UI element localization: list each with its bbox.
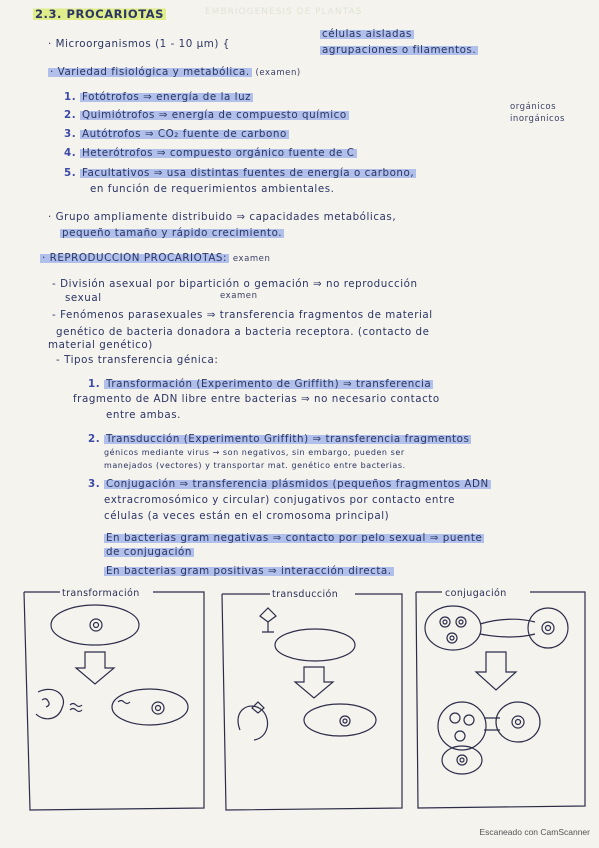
line-grupo-cont: pequeño tamaño y rápido crecimiento. [62,227,283,239]
item-quimiotrofos: 2. Quimiótrofos ⇒ energía de compuesto químico [64,109,347,121]
item-conjugacion-cont2: células (a veces están en el cromosoma principal) [104,510,390,522]
line-gram-negativas-cont: de conjugación [106,546,192,558]
faded-header: EMBRIOGENESIS DE PLANTAS [205,7,363,17]
line-gram-negativas: En bacterias gram negativas ⇒ contacto por pelo sexual ⇒ puente [106,532,483,544]
line-grupo: · Grupo ampliamente distribuido ⇒ capacidades metabólicas, [48,211,397,223]
item-transduccion-cont2: manejados (vectores) y transportar mat. genético entre bacterias. [104,461,406,470]
panel-conjugacion [416,588,585,808]
item-transduccion-cont: génicos mediante virus → son negativos, sin embargo, pueden ser [104,448,405,457]
transfer-diagrams [0,580,599,815]
page-title: 2.3. PROCARIOTAS [35,8,164,20]
item-transformacion-cont: fragmento de ADN libre entre bacterias ⇒ no necesario contacto [73,393,440,405]
item-fototrofos: 1. Fotótrofos ⇒ energía de la luz [64,91,252,103]
line-variedad: · Variedad fisiológica y metabólica. (examen) [50,66,301,78]
item-transduccion: 2. Transducción (Experimento Griffith) ⇒ transferencia fragmentos [88,433,470,445]
label-transformacion: transformación [62,588,140,599]
line-celulas-aisladas: células aisladas [322,28,412,40]
item-transformacion: 1. Transformación (Experimento de Griffith) ⇒ transferencia [88,378,432,390]
note-inorganicos: inorgánicos [510,114,565,124]
panel-transduccion [222,589,402,810]
line-agrupaciones: agrupaciones o filamentos. [322,44,477,56]
label-conjugacion: conjugación [445,588,507,599]
panel-transformacion [24,588,204,810]
line-tipos: - Tipos transferencia génica: [56,354,219,366]
note-organicos: orgánicos [510,102,557,112]
heading-reproduccion: · REPRODUCCIÓN PROCARIOTAS: examen [42,252,271,264]
line-gram-positivas: En bacterias gram positivas ⇒ interacción directa. [106,565,392,577]
scanner-watermark: Escaneado con CamScanner [479,827,590,837]
line-fenomenos-cont: genético de bacteria donadora a bacteria receptora. (contacto de [56,326,430,338]
item-facultativos-cont: en función de requerimientos ambientales. [90,183,335,195]
line-fenomenos-cont2: material genético) [48,339,153,351]
item-heterotrofos: 4. Heterótrofos ⇒ compuesto orgánico fuente de C [64,147,355,159]
item-facultativos: 5. Facultativos ⇒ usa distintas fuentes de energía o carbono, [64,167,415,179]
note-examen: examen [220,291,258,301]
line-microorganismos: · Microorganismos (1 - 10 µm) { [48,38,230,50]
item-autotrofos: 3. Autótrofos ⇒ CO₂ fuente de carbono [64,128,287,140]
item-transformacion-cont2: entre ambas. [106,409,181,421]
line-fenomenos: - Fenómenos parasexuales ⇒ transferencia fragmentos de material [52,309,433,321]
line-division-cont: sexual [65,292,102,304]
label-transduccion: transducción [272,589,339,600]
line-division: - División asexual por bipartición o gemación ⇒ no reproducción [52,278,418,290]
item-conjugacion-cont: extracromosómico y circular) conjugativos por contacto entre [104,494,456,506]
item-conjugacion: 3. Conjugación ⇒ transferencia plásmidos (pequeños fragmentos ADN [88,478,489,490]
